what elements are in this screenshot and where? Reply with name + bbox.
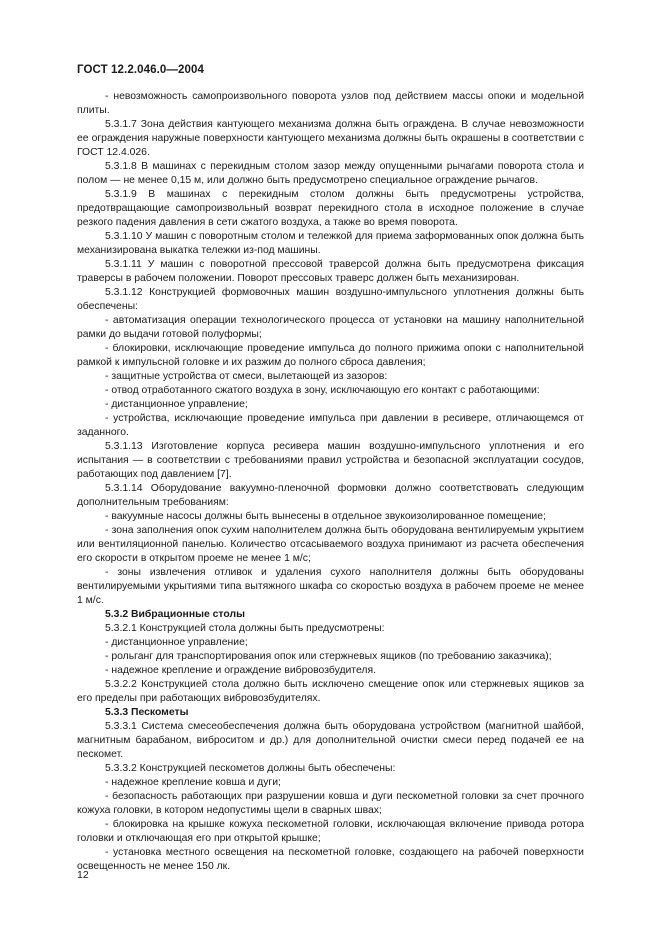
paragraph: 5.3.1.12 Конструкцией формовочных машин воздушно-импульсного уплотнения должны быть обеспечены: xyxy=(77,287,584,312)
document-body xyxy=(77,90,584,874)
list-item: - безопасность работающих при разрушении ковша и дуги пескометной головки за счет прочного кожуха головки, в котором недопустимы щели в сварных швах; xyxy=(77,791,584,816)
paragraph: - невозможность самопроизвольного поворота узлов под действием массы опоки и модельной плиты. xyxy=(77,91,584,116)
paragraph: 5.3.2.2 Конструкцией стола должно быть исключено смещение опок или стержневых ящиков за его пределы при работающих вибровозбудителях. xyxy=(77,679,584,704)
list-item: - вакуумные насосы должны быть вынесены в отдельное звукоизолированное помещение; xyxy=(105,511,546,522)
page-number: 12 xyxy=(77,869,89,881)
section-heading: 5.3.3 Пескометы xyxy=(105,707,189,718)
paragraph: 5.3.1.10 У машин с поворотным столом и тележкой для приема заформованных опок должна быть механизирована выкатка тележки из-под машины. xyxy=(77,231,584,256)
list-item: - дистанционное управление; xyxy=(105,399,248,410)
paragraph: 5.3.2.1 Конструкцией стола должны быть предусмотрены: xyxy=(105,623,385,634)
paragraph: 5.3.3.2 Конструкцией пескометов должны быть обеспечены: xyxy=(105,763,396,774)
section-heading: 5.3.2 Вибрационные столы xyxy=(105,609,245,620)
paragraph: 5.3.1.7 Зона действия кантующего механизма должна быть ограждена. В случае невозможности ее ограждения наружные поверхности кантующего механизма должны быть окрашены в соответствии с ГОСТ 12.4.026. xyxy=(77,119,584,158)
list-item: - рольганг для транспортирования опок или стержневых ящиков (по требованию заказчика); xyxy=(105,651,552,662)
list-item: - отвод отработанного сжатого воздуха в зону, исключающую его контакт с работающими: xyxy=(105,385,540,396)
paragraph: 5.3.1.14 Оборудование вакуумно-пленочной формовки должно соответствовать следующим дополнительным требованиям: xyxy=(77,483,584,508)
paragraph: 5.3.1.11 У машин с поворотной прессовой траверсой должна быть предусмотрена фиксация траверсы в рабочем положении. Поворот прессовых траверс должен быть механизирован. xyxy=(77,259,584,284)
list-item: - блокировки, исключающие проведение импульса до полного прижима опоки с наполнительной рамкой к импульсной головке и их разжим до полного сброса давления; xyxy=(77,343,584,368)
list-item: - надежное крепление ковша и дуги; xyxy=(105,777,281,788)
paragraph: 5.3.1.13 Изготовление корпуса ресивера машин воздушно-импульсного уплотнения и его испытания — в соответствии с требованиями правил устройства и безопасной эксплуатации сосудов, работающих под давлением [7]. xyxy=(77,441,584,480)
list-item: - устройства, исключающие проведение импульса при давлении в ресивере, отличающемся от заданного. xyxy=(77,413,584,438)
document-header: ГОСТ 12.2.046.0—2004 xyxy=(77,64,204,76)
paragraph: 5.3.1.8 В машинах с перекидным столом зазор между опущенными рычагами поворота стола и полом — не менее 0,15 м, или должно быть предусмотрено специальное ограждение рычагов. xyxy=(77,161,584,186)
list-item: - зона заполнения опок сухим наполнителем должна быть оборудована вентилируемым укрытием или вентиляционной панелью. Количество отсасываемого воздуха принимают из расчета обеспечения его скорости в открытом проеме не менее 1 м/с; xyxy=(77,525,584,564)
list-item: - надежное крепление и ограждение вибровозбудителя. xyxy=(105,665,376,676)
list-item: - установка местного освещения на пескометной головке, создающего на рабочей поверхности освещенность не менее 150 лк. xyxy=(77,847,584,872)
list-item: - блокировка на крышке кожуха пескометной головки, исключающая включение привода ротора головки и отключающая его при открытой крышке; xyxy=(77,819,584,844)
list-item: - защитные устройства от смеси, вылетающей из зазоров: xyxy=(105,371,388,382)
list-item: - автоматизация операции технологического процесса от установки на машину наполнительной рамки до выдачи готовой полуформы; xyxy=(77,315,584,340)
list-item: - дистанционное управление; xyxy=(105,637,248,648)
paragraph: 5.3.3.1 Система смесеобеспечения должна быть оборудована устройством (магнитной шайбой, магнитным барабаном, виброситом и др.) для дополнительной очистки смеси перед подачей ее на пескомет. xyxy=(77,721,584,760)
list-item: - зоны извлечения отливок и удаления сухого наполнителя должны быть оборудованы вентилируемыми укрытиями типа вытяжного шкафа со скоростью воздуха в рабочем проеме не менее 1 м/с. xyxy=(77,567,584,606)
paragraph: 5.3.1.9 В машинах с перекидным столом должны быть предусмотрены устройства, предотвращающие самопроизвольный возврат перекидного стола в исходное положение в случае резкого падения давления в сети сжатого воздуха, а также во время поворота. xyxy=(77,189,584,228)
